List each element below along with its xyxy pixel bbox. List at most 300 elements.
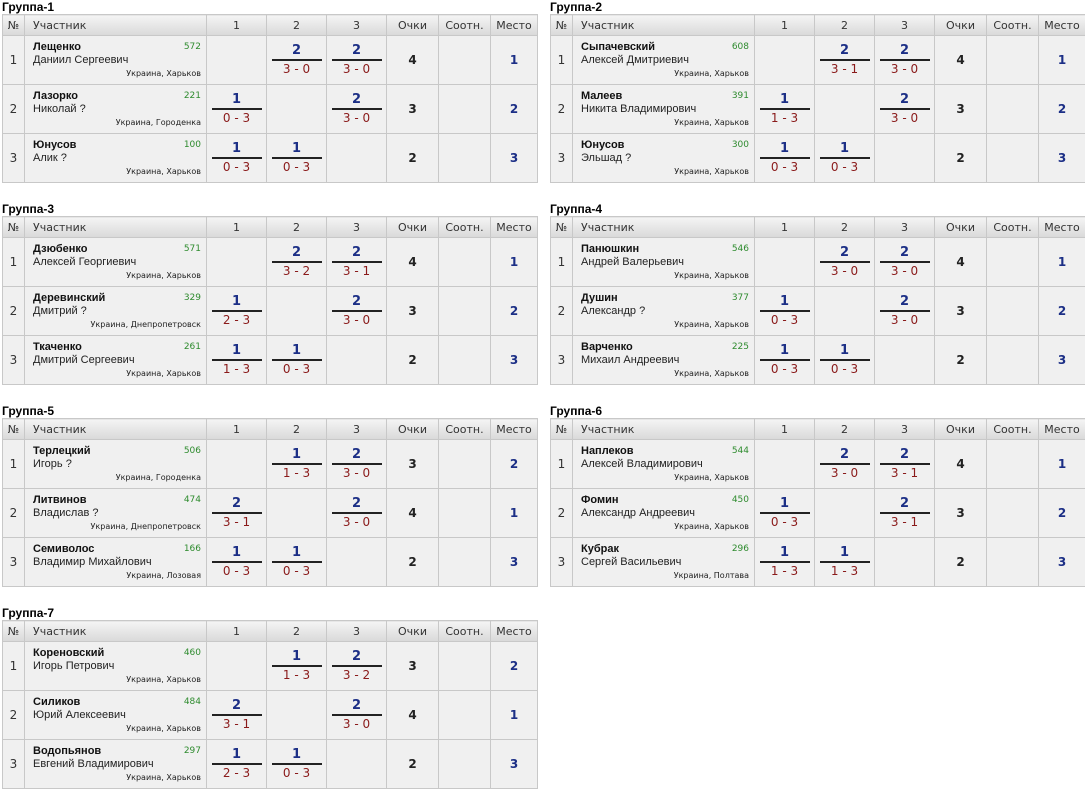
match-result-cell[interactable] [207,134,267,183]
match-score: 3 - 0 [890,264,919,278]
match-points: 1 [291,545,302,560]
row-number: 1 [3,642,25,691]
match-points: 1 [779,496,790,511]
col-header-2: 2 [815,419,875,440]
participant-surname[interactable]: Терлецкий [33,445,91,457]
match-result [212,747,262,781]
points-cell: 4 [387,691,439,740]
participant-name: Михаил Андреевич [581,354,680,366]
match-points: 2 [899,294,910,309]
match-score: 3 - 1 [222,515,251,529]
self-match-cell [755,36,815,85]
participant-rating: 460 [183,648,201,658]
match-result [332,92,382,126]
col-header-num: № [3,15,25,36]
points-cell: 3 [935,85,987,134]
row-number: 2 [3,691,25,740]
participant-surname[interactable]: Силиков [33,696,81,708]
match-result [212,343,262,377]
row-number: 2 [551,489,573,538]
match-result-cell[interactable] [207,287,267,336]
match-points: 2 [899,496,910,511]
match-points: 2 [351,294,362,309]
self-match-cell [875,134,935,183]
group-title: Группа-2 [550,0,603,14]
match-result [760,141,810,175]
match-result-cell[interactable] [267,440,327,489]
match-result-cell[interactable] [267,740,327,789]
participant-surname[interactable]: Деревинский [33,292,106,304]
place-cell: 2 [1039,85,1085,134]
col-header-1: 1 [207,15,267,36]
place-cell: 1 [1039,36,1085,85]
col-header-3: 3 [327,419,387,440]
self-match-cell [875,336,935,385]
match-result [880,245,930,279]
match-result-cell[interactable] [327,440,387,489]
points-cell: 3 [387,85,439,134]
match-result [212,294,262,328]
match-score: 3 - 0 [890,62,919,76]
match-points: 1 [839,545,850,560]
match-points: 2 [351,92,362,107]
participant-surname[interactable]: Литвинов [33,494,87,506]
self-match-cell [207,440,267,489]
group-5 [2,404,535,587]
match-score: 0 - 3 [282,160,311,174]
match-points: 1 [291,141,302,156]
participant-surname[interactable]: Фомин [581,494,619,506]
ratio-cell [439,440,491,489]
match-result [880,496,930,530]
match-result-cell[interactable] [875,85,935,134]
col-header-points: Очки [387,621,439,642]
participant-rating: 391 [731,91,749,101]
match-result [212,545,262,579]
participant-location: Украина, Городенка [115,473,201,482]
match-result [272,447,322,481]
header-row [551,15,1085,36]
match-score: 0 - 3 [770,313,799,327]
participant-cell[interactable] [25,691,207,740]
match-result-cell[interactable] [267,238,327,287]
participant-cell[interactable] [25,287,207,336]
row-number: 2 [3,489,25,538]
points-cell: 4 [387,238,439,287]
table-row [551,287,1085,336]
col-header-num: № [3,217,25,238]
col-header-ratio: Соотн. [439,621,491,642]
participant-name: Андрей Валерьевич [581,256,684,268]
match-result-cell[interactable] [755,538,815,587]
match-result-cell[interactable] [755,134,815,183]
match-result-cell[interactable] [207,538,267,587]
participant-cell[interactable] [573,36,755,85]
participant-rating: 261 [183,342,201,352]
participant-surname[interactable]: Дзюбенко [33,243,88,255]
col-header-3: 3 [875,419,935,440]
match-result-cell[interactable] [267,336,327,385]
participant-name: Александр Андреевич [581,507,695,519]
table-row [3,85,538,134]
participant-cell[interactable] [573,85,755,134]
row-number: 1 [3,238,25,287]
match-result-cell[interactable] [267,642,327,691]
col-header-1: 1 [207,217,267,238]
match-result [332,43,382,77]
col-header-num: № [551,419,573,440]
match-score: 0 - 3 [770,362,799,376]
match-score: 0 - 3 [222,564,251,578]
points-cell: 2 [935,134,987,183]
row-number: 3 [3,134,25,183]
match-result [820,343,870,377]
results-table [550,418,1085,587]
header-row [3,15,538,36]
participant-location: Украина, Харьков [126,773,201,782]
participant-rating: 166 [183,544,201,554]
row-number: 1 [551,238,573,287]
match-score: 2 - 3 [222,313,251,327]
match-points: 2 [839,245,850,260]
match-score: 3 - 0 [830,264,859,278]
match-result-cell[interactable] [875,489,935,538]
participant-location: Украина, Харьков [126,69,201,78]
place-cell: 3 [491,740,538,789]
self-match-cell [267,85,327,134]
match-result-cell[interactable] [815,238,875,287]
match-points: 2 [351,649,362,664]
match-result-cell[interactable] [875,36,935,85]
group-title: Группа-1 [2,0,55,14]
participant-name: Никита Владимирович [581,103,697,115]
col-header-player: Участник [573,419,755,440]
ratio-cell [439,538,491,587]
participant-location: Украина, Харьков [674,320,749,329]
match-points: 2 [899,92,910,107]
col-header-place: Место [1039,217,1085,238]
participant-rating: 571 [183,244,201,254]
match-score: 3 - 0 [890,313,919,327]
participant-surname[interactable]: Водопьянов [33,745,102,757]
col-header-points: Очки [935,15,987,36]
match-points: 1 [291,649,302,664]
match-points: 2 [351,496,362,511]
place-cell: 2 [1039,287,1085,336]
match-points: 2 [351,43,362,58]
match-result-cell[interactable] [327,489,387,538]
ratio-cell [987,36,1039,85]
participant-rating: 546 [731,244,749,254]
participant-cell[interactable] [25,538,207,587]
participant-cell[interactable] [573,440,755,489]
participant-surname[interactable]: Юнусов [33,139,77,151]
ratio-cell [987,85,1039,134]
match-score: 3 - 0 [342,111,371,125]
match-result-cell[interactable] [327,36,387,85]
match-result-cell[interactable] [267,134,327,183]
points-cell: 4 [387,36,439,85]
row-number: 1 [551,36,573,85]
table-row [551,489,1085,538]
table-row [3,36,538,85]
match-result-cell[interactable] [755,85,815,134]
participant-surname[interactable]: Юнусов [581,139,625,151]
match-score: 3 - 0 [890,111,919,125]
self-match-cell [327,336,387,385]
points-cell: 2 [935,336,987,385]
match-result-cell[interactable] [327,642,387,691]
participant-cell[interactable] [25,740,207,789]
participant-cell[interactable] [25,134,207,183]
participant-surname[interactable]: Варченко [581,341,633,353]
col-header-player: Участник [25,621,207,642]
match-points: 2 [899,43,910,58]
self-match-cell [815,85,875,134]
self-match-cell [815,489,875,538]
self-match-cell [755,238,815,287]
match-points: 1 [291,447,302,462]
participant-name: Дмитрий Сергеевич [33,354,135,366]
match-result-cell[interactable] [207,336,267,385]
match-result-cell[interactable] [815,134,875,183]
table-row [3,642,538,691]
participant-rating: 572 [183,42,201,52]
match-result-cell[interactable] [755,336,815,385]
match-result-cell[interactable] [755,287,815,336]
match-score: 0 - 3 [222,111,251,125]
match-result-cell[interactable] [327,287,387,336]
self-match-cell [875,538,935,587]
group-title: Группа-5 [2,404,55,418]
participant-cell[interactable] [25,238,207,287]
match-result [212,496,262,530]
match-result [760,294,810,328]
match-score: 0 - 3 [282,564,311,578]
participant-surname[interactable]: Наплеков [581,445,634,457]
table-row [551,36,1085,85]
participant-location: Украина, Харьков [674,69,749,78]
ratio-cell [439,740,491,789]
match-result [820,447,870,481]
match-result-cell[interactable] [815,440,875,489]
self-match-cell [207,642,267,691]
results-table [2,418,538,587]
participant-name: Алексей Дмитриевич [581,54,689,66]
participant-location: Украина, Харьков [126,271,201,280]
participant-name: Владимир Михайлович [33,556,152,568]
match-points: 2 [231,698,242,713]
points-cell: 3 [935,287,987,336]
match-result [272,141,322,175]
participant-cell[interactable] [573,287,755,336]
participant-surname[interactable]: Кореновский [33,647,105,659]
participant-cell[interactable] [25,36,207,85]
participant-location: Украина, Днепропетровск [90,320,201,329]
participant-location: Украина, Харьков [674,473,749,482]
participant-surname[interactable]: Сыпачевский [581,41,655,53]
participant-name: Дмитрий ? [33,305,87,317]
match-result [820,43,870,77]
row-number: 3 [3,336,25,385]
match-result-cell[interactable] [327,691,387,740]
table-row [3,287,538,336]
match-result [272,649,322,683]
table-row [551,336,1085,385]
col-header-num: № [3,621,25,642]
match-result-cell[interactable] [875,238,935,287]
match-result [272,545,322,579]
col-header-ratio: Соотн. [987,15,1039,36]
col-header-1: 1 [207,621,267,642]
place-cell: 2 [491,85,538,134]
points-cell: 4 [935,36,987,85]
match-score: 0 - 3 [830,362,859,376]
match-result-cell[interactable] [875,440,935,489]
table-row [551,85,1085,134]
match-result-cell[interactable] [815,538,875,587]
participant-cell[interactable] [573,489,755,538]
col-header-player: Участник [25,419,207,440]
participant-surname[interactable]: Лещенко [33,41,81,53]
ratio-cell [987,336,1039,385]
match-points: 1 [291,343,302,358]
col-header-2: 2 [267,15,327,36]
self-match-cell [755,440,815,489]
participant-rating: 100 [183,140,201,150]
col-header-player: Участник [573,217,755,238]
participant-rating: 377 [731,293,749,303]
participant-surname[interactable]: Малеев [581,90,623,102]
participant-cell[interactable] [25,642,207,691]
place-cell: 1 [1039,238,1085,287]
participant-cell[interactable] [573,538,755,587]
participant-location: Украина, Харьков [674,369,749,378]
participant-cell[interactable] [573,336,755,385]
header-row [3,217,538,238]
participant-surname[interactable]: Панюшкин [581,243,640,255]
participant-surname[interactable]: Лазорко [33,90,78,102]
match-result [332,698,382,732]
table-row [551,538,1085,587]
match-points: 2 [351,698,362,713]
table-row [551,440,1085,489]
ratio-cell [439,134,491,183]
participant-cell[interactable] [25,85,207,134]
match-result-cell[interactable] [207,85,267,134]
ratio-cell [439,36,491,85]
participant-cell[interactable] [25,440,207,489]
results-table [550,14,1085,183]
points-cell: 2 [935,538,987,587]
col-header-place: Место [491,419,538,440]
participant-location: Украина, Городенка [115,118,201,127]
participant-cell[interactable] [25,489,207,538]
participant-name: Алексей Владимирович [581,458,703,470]
match-result-cell[interactable] [267,538,327,587]
match-result-cell[interactable] [207,691,267,740]
participant-surname[interactable]: Душин [581,292,618,304]
match-result-cell[interactable] [875,287,935,336]
match-score: 3 - 1 [890,466,919,480]
participant-location: Украина, Харьков [674,118,749,127]
points-cell: 2 [387,336,439,385]
participant-name: Владислав ? [33,507,99,519]
match-points: 1 [839,343,850,358]
match-points: 1 [291,747,302,762]
match-points: 1 [231,92,242,107]
participant-cell[interactable] [25,336,207,385]
group-6 [550,404,1083,587]
participant-name: Александр ? [581,305,646,317]
match-result-cell[interactable] [815,36,875,85]
participant-name: Алик ? [33,152,67,164]
participant-location: Украина, Лозовая [126,571,201,580]
ratio-cell [439,85,491,134]
table-row [3,134,538,183]
col-header-3: 3 [327,217,387,238]
match-result-cell[interactable] [207,740,267,789]
match-points: 1 [779,92,790,107]
match-score: 0 - 3 [770,515,799,529]
match-score: 3 - 0 [830,466,859,480]
match-result [332,496,382,530]
points-cell: 4 [935,238,987,287]
col-header-num: № [3,419,25,440]
self-match-cell [327,740,387,789]
match-score: 3 - 0 [282,62,311,76]
match-points: 2 [839,447,850,462]
group-2 [550,0,1083,183]
participant-cell[interactable] [573,134,755,183]
participant-rating: 296 [731,544,749,554]
place-cell: 3 [491,134,538,183]
participant-name: Алексей Георгиевич [33,256,137,268]
row-number: 1 [3,440,25,489]
match-result [212,141,262,175]
match-result-cell[interactable] [815,336,875,385]
match-score: 3 - 0 [342,62,371,76]
row-number: 3 [3,740,25,789]
participant-surname[interactable]: Кубрак [581,543,619,555]
place-cell: 2 [1039,489,1085,538]
match-result-cell[interactable] [327,85,387,134]
table-row [3,691,538,740]
self-match-cell [267,489,327,538]
participant-surname[interactable]: Семиволос [33,543,95,555]
participant-surname[interactable]: Ткаченко [33,341,82,353]
match-result-cell[interactable] [327,238,387,287]
ratio-cell [987,238,1039,287]
place-cell: 2 [491,440,538,489]
match-result-cell[interactable] [207,489,267,538]
points-cell: 3 [387,642,439,691]
group-title: Группа-4 [550,202,603,216]
points-cell: 4 [387,489,439,538]
participant-rating: 300 [731,140,749,150]
match-result-cell[interactable] [755,489,815,538]
participant-cell[interactable] [573,238,755,287]
match-result-cell[interactable] [267,36,327,85]
ratio-cell [987,538,1039,587]
col-header-num: № [551,217,573,238]
participant-name: Игорь ? [33,458,72,470]
participant-location: Украина, Харьков [126,369,201,378]
self-match-cell [815,287,875,336]
ratio-cell [439,691,491,740]
match-result [820,245,870,279]
participant-rating: 484 [183,697,201,707]
